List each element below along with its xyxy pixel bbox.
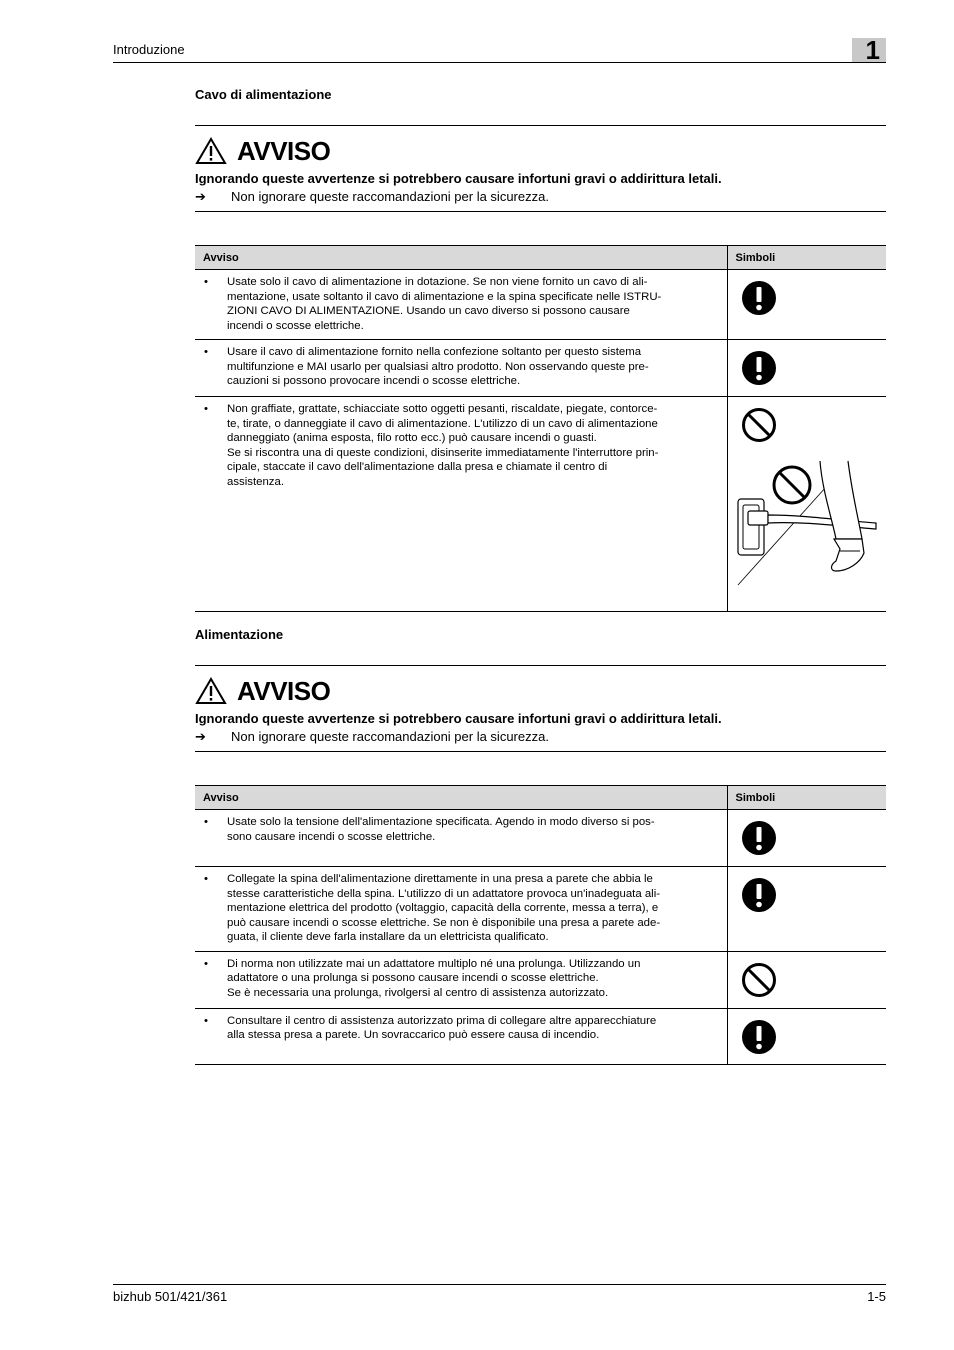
damaged-cord-illustration (736, 459, 886, 587)
prohibition-icon (741, 962, 777, 998)
table-row (195, 270, 886, 340)
avviso-warning-text: Ignorando queste avvertenze si potrebbero causare infortuni gravi o addirittura letali. (195, 171, 722, 186)
row-text: Consultare il centro di assistenza autorizzato prima di collegare altre apparecchiature alla stessa presa a parete. Un sovraccarico può essere causa di incendio. (227, 1014, 657, 1041)
column-header-simboli: Simboli (727, 786, 886, 810)
row-text: Non graffiate, grattate, schiacciate sotto oggetti pesanti, riscaldate, piegate, contorce- te, tirate, o danneggiate il cavo di alimentazione. L'utilizzo di un cavo di alimentazione danneggiato (anima esposta, filo rotto ecc.) può causare incendi o guasti. Se si riscontra una di queste condizioni, disinserite immediatamente l'interruttore prin- cipale, staccate il cavo dell'alimentazione dalla presa e chiamate il centro di assistenza. (227, 403, 659, 488)
table-header-row (195, 786, 886, 810)
row-text: Di norma non utilizzate mai un adattatore multiplo né una prolunga. Utilizzando un adattatore o una prolunga si possono causare incendi o scosse elettriche. Se è necessaria una prolunga, rivolgersi al centro di assistenza autorizzato. (227, 957, 641, 999)
table-header-row (195, 246, 886, 270)
column-header-avviso: Avviso (195, 786, 727, 810)
exclamation-icon (741, 877, 777, 913)
list-item (195, 270, 727, 339)
running-header: Introduzione (113, 42, 185, 57)
avviso-heading (195, 134, 330, 168)
avviso-label: AVVISO (237, 675, 331, 706)
table-cell-symbol (727, 1008, 886, 1064)
page-number: 1-5 (867, 1289, 886, 1304)
footer-rule (113, 1284, 886, 1285)
table-row (195, 397, 886, 612)
table-row (195, 951, 886, 1008)
warning-triangle-icon (195, 137, 227, 165)
avviso-box (195, 125, 886, 212)
section-title-cavo: Cavo di alimentazione (195, 87, 332, 102)
list-item (195, 867, 727, 951)
table-row (195, 810, 886, 867)
table-row (195, 1008, 886, 1064)
table-cell-text (195, 270, 727, 340)
exclamation-icon (741, 350, 777, 386)
arrow-icon: ➔ (195, 189, 206, 204)
table-cell-text (195, 1008, 727, 1064)
table-cell-symbol (727, 270, 886, 340)
list-item (195, 952, 727, 1007)
exclamation-icon (741, 280, 777, 316)
avviso-action (195, 189, 549, 205)
row-text: Collegate la spina dell'alimentazione direttamente in una presa a parete che abbia le stesse caratteristiche della spina. L'utilizzo di un adattatore provoca un'inadeguata ali- mentazione elettrica del prodotto (voltaggio, capacità della corrente, messa a terra), e può causare incendi o scosse elettriche. Se non è disponibile una presa a parete ade- guata, il cliente deve farla installare da un elettricista qualificato. (227, 873, 661, 943)
column-header-simboli: Simboli (727, 246, 886, 270)
avviso-action-text: Non ignorare queste raccomandazioni per la sicurezza. (231, 729, 549, 744)
row-text: Usate solo la tensione dell'alimentazione specificata. Agendo in modo diverso si pos- sono causare incendi o scosse elettriche. (227, 816, 655, 843)
column-header-avviso: Avviso (195, 246, 727, 270)
list-item (195, 397, 727, 495)
avviso-label: AVVISO (237, 135, 331, 166)
section-title-alimentazione: Alimentazione (195, 627, 284, 642)
chapter-number: 1 (865, 35, 880, 65)
table-cell-symbol (727, 867, 886, 952)
chapter-tab (852, 35, 886, 65)
bullet: • (204, 873, 208, 885)
avviso-action-text: Non ignorare queste raccomandazioni per la sicurezza. (231, 189, 549, 204)
table-cell-symbol (727, 340, 886, 397)
exclamation-icon (741, 820, 777, 856)
row-text: Usate solo il cavo di alimentazione in dotazione. Se non viene fornito un cavo di ali- mentazione, usate soltanto il cavo di alimentazione e la spina specificate nelle ISTRU- ZIONI CAVO DI ALIMENTAZIONE. Usando un cavo diverso si possono causare incendi o scosse elettriche. (227, 276, 662, 332)
bullet: • (204, 816, 208, 828)
prohibition-icon (741, 407, 777, 443)
bullet: • (204, 1014, 208, 1027)
list-item (195, 340, 727, 395)
safety-table-alimentazione (195, 785, 886, 1065)
list-item (195, 810, 727, 850)
warning-triangle-icon (195, 677, 227, 705)
row-text: Usare il cavo di alimentazione fornito nella confezione soltanto per questo sistema multifunzione e MAI usarlo per qualsiasi altro prodotto. Non osservando queste pre- cauzioni si possono provocare incendi o scosse elettriche. (227, 346, 649, 387)
header-rule (113, 62, 886, 63)
table-row (195, 340, 886, 397)
avviso-heading (195, 674, 330, 708)
table-cell-text (195, 340, 727, 397)
list-item (195, 1009, 727, 1049)
table-cell-text (195, 951, 727, 1008)
table-row (195, 867, 886, 952)
avviso-box (195, 665, 886, 752)
bullet: • (204, 276, 208, 288)
table-cell-symbol (727, 951, 886, 1008)
avviso-warning-text: Ignorando queste avvertenze si potrebbero causare infortuni gravi o addirittura letali. (195, 711, 722, 726)
bullet: • (204, 403, 208, 415)
bullet: • (204, 346, 208, 358)
table-cell-symbol (727, 397, 886, 612)
footer-model: bizhub 501/421/361 (113, 1289, 228, 1304)
safety-table-cavo (195, 245, 886, 612)
table-cell-text (195, 867, 727, 952)
table-cell-text (195, 397, 727, 612)
exclamation-icon (741, 1019, 777, 1055)
bullet: • (204, 957, 208, 970)
table-cell-symbol (727, 810, 886, 867)
table-cell-text (195, 810, 727, 867)
avviso-action (195, 729, 549, 745)
arrow-icon: ➔ (195, 729, 206, 744)
